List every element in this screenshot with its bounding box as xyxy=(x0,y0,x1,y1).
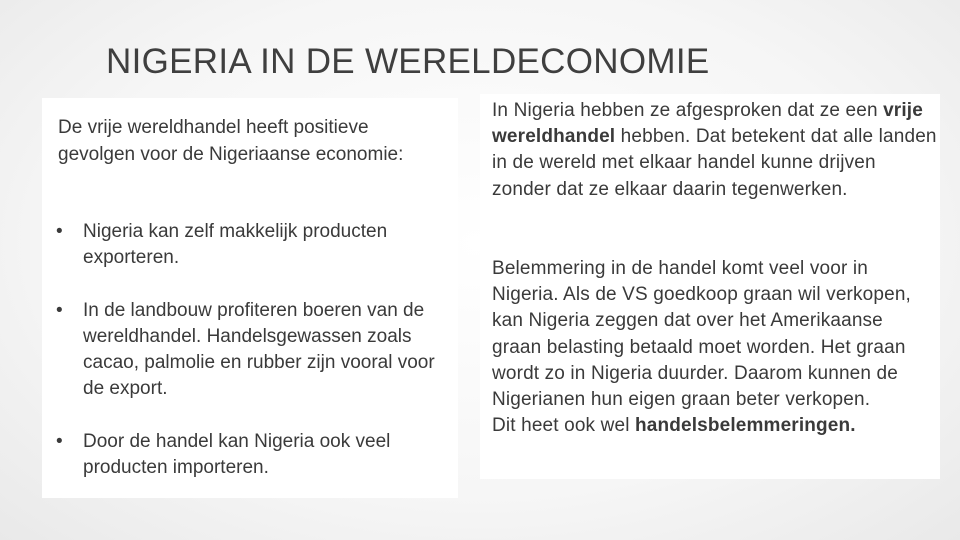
bold-term: vrije wereldhandel xyxy=(492,100,923,148)
list-item xyxy=(42,298,442,402)
right-text-panel xyxy=(480,94,940,479)
bullet-text: In de landbouw profiteren boeren van de wereldhandel. Handelsgewassen zoals cacao, palmolie en rubber zijn vooral voor de export. xyxy=(83,300,435,399)
paragraph-text: hebben. Dat betekent dat alle landen in de wereld met elkaar handel kunne drijven zonder dat ze elkaar daarin tegenwerken. xyxy=(492,126,937,200)
bullet-marker: • xyxy=(56,300,63,321)
intro-text: De vrije wereldhandel heeft positieve gevolgen voor de Nigeriaanse economie: xyxy=(58,117,404,165)
bullet-marker: • xyxy=(56,221,63,242)
list-item xyxy=(42,429,442,481)
paragraph-text: Belemmering in de handel komt veel voor in Nigeria. Als de VS goedkoop graan wil verkopen, kan Nigeria zeggen dat over het Amerikaanse graan belasting betaald moet worden. Het graan wordt zo in Nigeria duurder. Daarom kunnen de Nigerianen hun eigen graan beter verkopen. xyxy=(492,258,911,411)
slide-title: NIGERIA IN DE WERELDECONOMIE xyxy=(106,42,710,81)
paragraph-trade-barriers xyxy=(492,256,937,439)
bullet-marker: • xyxy=(56,431,63,452)
bold-term: handelsbelemmeringen. xyxy=(635,415,856,437)
bullet-text: Nigeria kan zelf makkelijk producten exporteren. xyxy=(83,221,388,268)
paragraph-free-trade xyxy=(492,98,937,203)
left-text-panel xyxy=(42,98,458,498)
paragraph-text: Dit heet ook wel xyxy=(492,415,636,437)
bullet-text: Door de handel kan Nigeria ook veel producten importeren. xyxy=(83,431,391,478)
paragraph-text: In Nigeria hebben ze afgesproken dat ze een xyxy=(492,100,884,121)
list-item xyxy=(42,219,442,271)
